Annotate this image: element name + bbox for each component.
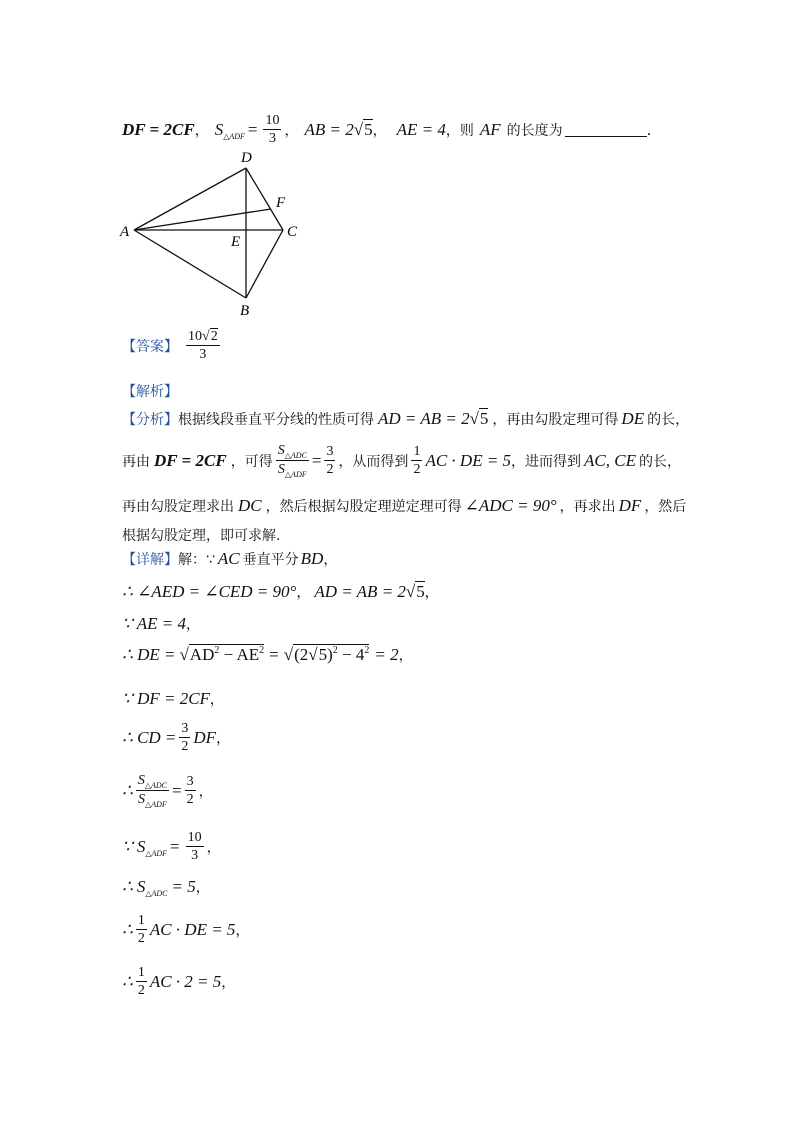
s-letter: S: [136, 877, 146, 896]
eq-left: AD = AB = 2: [378, 409, 470, 428]
text: ，再由勾股定理可得: [492, 412, 619, 428]
separator: ，: [221, 974, 236, 991]
radicand: [189, 644, 264, 664]
condition-ab: AB = 2√5: [304, 119, 373, 139]
therefore: ∴: [122, 877, 133, 896]
separator: ，: [216, 730, 231, 747]
answer-numerator: 10√2: [188, 329, 218, 344]
detail-line-6: [122, 720, 230, 755]
label-a: A: [120, 224, 130, 240]
s-letter: S: [138, 792, 146, 807]
exponent: 2: [332, 645, 338, 656]
denominator: [276, 461, 309, 479]
s-letter: S: [214, 119, 224, 139]
ac-ce-symbols: AC, CE: [584, 450, 636, 470]
separator: ，: [194, 122, 209, 139]
text-length-is: 的长度为: [506, 122, 563, 139]
detail-tag: 【详解】: [122, 552, 178, 568]
separator: ，: [235, 922, 250, 939]
fenxi-line-3: [122, 496, 686, 516]
text: 再由勾股定理求出: [122, 499, 234, 515]
problem-condition-line: [122, 112, 651, 147]
fraction-3-2: [324, 443, 335, 478]
therefore: ∴: [122, 919, 133, 939]
segment-ab: [134, 230, 246, 298]
detail-line-1: [122, 549, 337, 569]
separator: ，: [323, 552, 338, 568]
answer-denominator: 3: [199, 347, 207, 362]
numerator: 1: [137, 965, 145, 980]
analysis-tag-line: [122, 381, 178, 401]
detail-line-4: [122, 645, 413, 665]
fenxi-line-4: [122, 525, 280, 545]
equals-five: = 5: [171, 877, 196, 896]
analysis-tag: 【解析】: [122, 384, 178, 400]
area-adc: [137, 877, 168, 897]
label-e: E: [231, 234, 241, 250]
text: 解：∵: [178, 552, 215, 568]
detail-line-11: [122, 964, 235, 999]
s-subscript: △ADC: [284, 451, 307, 460]
answer-line: [122, 328, 223, 363]
denominator: [136, 791, 169, 809]
numerator: [276, 442, 309, 461]
detail-line-2: [122, 582, 439, 602]
denominator: 2: [413, 462, 421, 477]
separator: ，: [372, 122, 387, 139]
exponent: 2: [259, 645, 265, 656]
s-letter: S: [277, 443, 285, 458]
s-letter: S: [137, 773, 145, 788]
eq-left: AD = AB = 2: [314, 582, 406, 601]
numerator: 1: [413, 444, 421, 459]
sqrt-expression-1: $√AD^2 - AE^2$: [179, 645, 265, 664]
fraction-10-3: [263, 112, 281, 147]
denominator: 2: [137, 983, 145, 998]
radicand: 5: [479, 409, 489, 428]
denominator: 3: [191, 848, 199, 863]
separator: ，: [186, 617, 200, 633]
text: 根据勾股定理，即可求解.: [122, 528, 281, 544]
df-symbol: DF: [193, 727, 217, 747]
target-af: AF: [479, 119, 501, 139]
s-letter: S: [277, 462, 285, 477]
detail-line-3: [122, 614, 200, 634]
numerator: 1: [137, 913, 145, 928]
s-subscript: △ADC: [145, 889, 168, 898]
detail-line-5: [122, 689, 224, 709]
radicand: $(2√5)^2 - 4^2$: [294, 645, 370, 664]
dc-symbol: DC: [238, 496, 262, 515]
text: ，进而得到: [511, 453, 582, 470]
separator: ，: [209, 692, 224, 708]
because: ∵: [122, 836, 133, 856]
fenxi-line-2: [122, 442, 681, 479]
s-subscript: △ADF: [145, 800, 167, 809]
separator: ，: [424, 585, 439, 601]
df-2cf: DF = 2CF: [154, 450, 227, 470]
separator: ，: [398, 648, 413, 664]
term: AD: [189, 645, 215, 664]
separator: ，: [206, 839, 221, 856]
ac-de-equation: AC · DE = 5: [425, 450, 512, 470]
term: − 4: [337, 645, 365, 664]
exponent: 2: [364, 645, 370, 656]
detail-line-10: [122, 912, 249, 947]
s-letter: S: [136, 836, 146, 856]
fraction-1-2: [136, 964, 147, 999]
fraction-3-2: [179, 720, 190, 755]
radicand: 5: [416, 582, 425, 601]
answer-fraction: [186, 328, 220, 363]
s-subscript: △ADC: [144, 781, 167, 790]
numerator: [136, 772, 169, 791]
numerator: 3: [186, 774, 194, 789]
label-d: D: [241, 150, 252, 166]
de-symbol: DE: [621, 409, 645, 428]
area-ratio-fraction: [276, 442, 309, 479]
fenxi-line-1: [122, 409, 689, 429]
radicand: 5: [318, 645, 328, 664]
separator: ，: [296, 585, 311, 601]
label-c: C: [287, 224, 298, 240]
text: ，然后根据勾股定理逆定理可得: [265, 499, 462, 515]
ad-ab-equation: AD = AB = 2√5: [378, 409, 489, 428]
segment-cb: [246, 230, 283, 298]
detail-line-8: [122, 829, 221, 864]
fraction-3-2: [185, 773, 196, 808]
fraction-10-3: [186, 829, 204, 864]
fraction-1-2: [136, 912, 147, 947]
ac-de-equation: AC · DE = 5: [149, 919, 236, 939]
df-symbol: DF: [618, 496, 642, 515]
text-then: ，则: [445, 122, 474, 139]
denominator: 3: [268, 131, 276, 146]
condition-df-2cf: DF = 2CF: [122, 119, 195, 139]
equals-sign: =: [269, 645, 279, 664]
period: .: [646, 120, 652, 139]
label-f: F: [276, 195, 286, 211]
text: ，可得: [230, 453, 273, 470]
fenxi-tag: 【分析】: [122, 412, 178, 428]
therefore: ∴: [122, 971, 133, 991]
radicand: 5: [364, 119, 373, 139]
angle-equation: ∴ ∠AED = ∠CED = 90°: [122, 582, 297, 601]
paren-right: ): [327, 645, 333, 664]
denominator: 2: [326, 462, 334, 477]
area-ratio-fraction: [136, 772, 169, 809]
segment-ad: [134, 168, 246, 230]
area-adf: [137, 837, 167, 857]
bd-symbol: BD: [300, 549, 324, 568]
s-subscript: △ADF: [145, 848, 168, 858]
fraction-1-2: [411, 443, 422, 478]
answer-tag: 【答案】: [122, 338, 178, 355]
s-subscript: △ADF: [223, 131, 245, 141]
text: ，然后: [644, 499, 687, 515]
denominator: 2: [181, 739, 189, 754]
area-adf-symbol: [215, 120, 245, 140]
text: 的长，: [647, 412, 690, 428]
coef: 10: [188, 329, 202, 344]
angle-adc: ∠ADC = 90°: [464, 496, 557, 515]
geometry-figure: [110, 145, 310, 320]
denominator: 2: [137, 931, 145, 946]
detail-line-9: [122, 877, 210, 897]
numerator: 10: [265, 113, 280, 128]
detail-line-7: [122, 772, 213, 809]
label-b: B: [240, 303, 250, 319]
s-subscript: △ADF: [284, 470, 307, 479]
answer-blank: [565, 122, 647, 137]
ae-statement: ∵ AE = 4: [122, 614, 186, 633]
exponent: 2: [214, 645, 220, 656]
text: 根据线段垂直平分线的性质可得: [178, 412, 374, 428]
separator: ，: [284, 122, 299, 139]
equals-sign: =: [311, 450, 322, 470]
condition-ae: AE = 4: [396, 119, 446, 139]
separator: ，: [195, 880, 210, 896]
sqrt-expression-2: $√(2√5)^2 - 4^2$: [283, 645, 370, 664]
numerator: 3: [181, 721, 189, 736]
separator: ，: [198, 783, 213, 800]
equals-sign: =: [171, 780, 182, 800]
text: 的长，: [639, 453, 681, 470]
ac-symbol: AC: [217, 549, 240, 568]
numerator: 10: [187, 830, 202, 845]
numerator: 3: [326, 444, 334, 459]
ac-2-equation: AC · 2 = 5: [149, 971, 222, 991]
text: 再由: [122, 453, 150, 470]
text: 垂直平分: [242, 552, 299, 568]
equals-sign: =: [247, 119, 258, 139]
result: = 2: [374, 645, 399, 664]
cd-left: ∴ CD =: [122, 727, 177, 747]
paren-left: (2: [294, 645, 309, 664]
de-left: ∴ DE =: [122, 645, 176, 664]
radicand: 2: [210, 329, 218, 344]
text: ，再求出: [559, 499, 616, 515]
denominator: 2: [186, 792, 194, 807]
text: ，从而得到: [338, 453, 409, 470]
df-statement: ∵ DF = 2CF: [122, 689, 210, 708]
ad-ab-equation: AD = AB = 2√5: [314, 582, 425, 601]
ab-left: AB = 2: [304, 119, 354, 139]
equals-sign: =: [170, 836, 180, 856]
therefore: ∴: [122, 780, 133, 800]
term: − AE: [219, 645, 260, 664]
segment-af: [134, 209, 271, 230]
